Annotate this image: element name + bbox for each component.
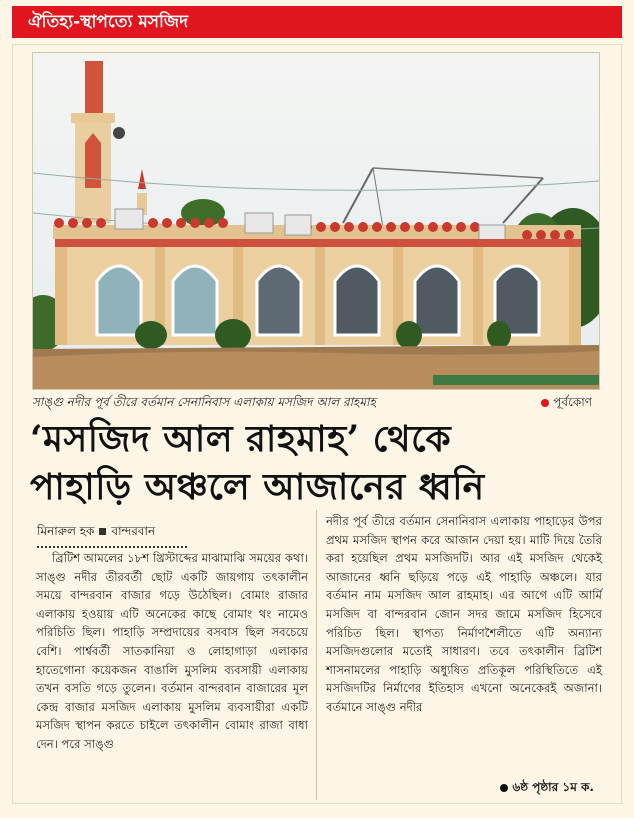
article-column-2: নদীর পূর্ব তীরে বর্তমান সেনানিবাস এলাকায় পাহাড়ের উপর প্রথম মসজিদ স্থাপন করে আজান দেয়া হয়। মাটি দিয়ে তৈরি করা হয়েছিল প্রথম মসজিদটি। আর এই মসজিদ থেকেই আজানের ধ্বনি ছড়িয়ে পড়ে এই পাহাড়ি অঞ্চলে। যার বর্তমান নাম মসজিদ আল রাহমাহ। এর আগে এটি আর্মি মসজিদ বা বান্দরবান জোন সদর জামে মসজিদ হিসেবে পরিচিত ছিল। স্থাপত্য নির্মাণশৈলীতে এটি অন্যান্য মসজিদগুলোর মতোই সাধারণ। তবে তৎকালীন ব্রিটিশ শাসনামলের পাহাড়ি অধ্যুষিত প্রতিকূল পরিস্থিতিতে এই মসজিদটির নির্মাণের ইতিহাস এখনো অনেকেরই অজানা। বর্তমানে সাঙ্গু নদীর [326,514,602,714]
byline-location: বান্দরবান [111,524,156,538]
continued-text: ৬ষ্ঠ পৃষ্ঠার ১ম ক. [512,780,594,794]
byline [37,522,187,540]
headline-line-1: ‘মসজিদ আল রাহমাহ’ থেকে [30,418,452,460]
caption-text: সাঙ্গু নদীর পূর্ব তীরে বর্তমান সেনানিবাস এলাকায় মসজিদ আল রাহমাহ [32,395,376,409]
square-bullet-icon [99,528,106,535]
photo-caption [32,392,598,412]
credit-bullet-icon [541,399,549,407]
byline-rule [37,546,187,548]
continued-bullet-icon [500,784,508,792]
byline-author: মিনারুল হক [37,524,95,538]
continued-on-page [500,778,594,796]
headline-line-2: পাহাড়ি অঞ্চলে আজানের ধ্বনি [30,466,485,508]
section-banner [12,6,622,38]
article-column-1: ব্রিটিশ আমলের ১৮শ খ্রিস্টাব্দের মাঝামাঝি সময়ের কথা। সাঙ্গু নদীর তীরবর্তী ছোট একটি জায়গায় তৎকালীন সময়ে বান্দরবান বাজার গড়ে উঠেছিল। বোমাং রাজার এলাকায় হওয়ায় এটি অনেকের কাছে বোমাং থং নামেও পরিচিতি ছিল। পাহাড়ি সম্প্রদায়ের বসবাস ছিল সবচেয়ে বেশি। পার্শ্ববর্তী সাতকানিয়া ও লোহাগাড়া এলাকার হাতেগোনা কয়েকজন বাঙালি মুসলিম ব্যবসায়ী এলাকায় তখন বসতি গড়ে তুলেন। বর্তমান বান্দরবান বাজারের মূল কেন্দ্র বাজার মসজিদ এলাকায় মুসলিম ব্যবসায়ীরা একটি মসজিদ স্থাপন করতে চাইলে তৎকালীন বোমাং রাজা বাধা দেন। পরে সাঙ্গু [36,551,308,751]
mosque-photo [32,52,600,390]
credit-text: পূর্বকোণ [553,395,592,409]
mosque-illustration [33,53,599,389]
section-title: ঐতিহ্য-স্থাপত্যে মসজিদ [28,12,189,32]
photo-credit [541,392,592,412]
column-divider [316,510,317,800]
headline [30,415,610,511]
